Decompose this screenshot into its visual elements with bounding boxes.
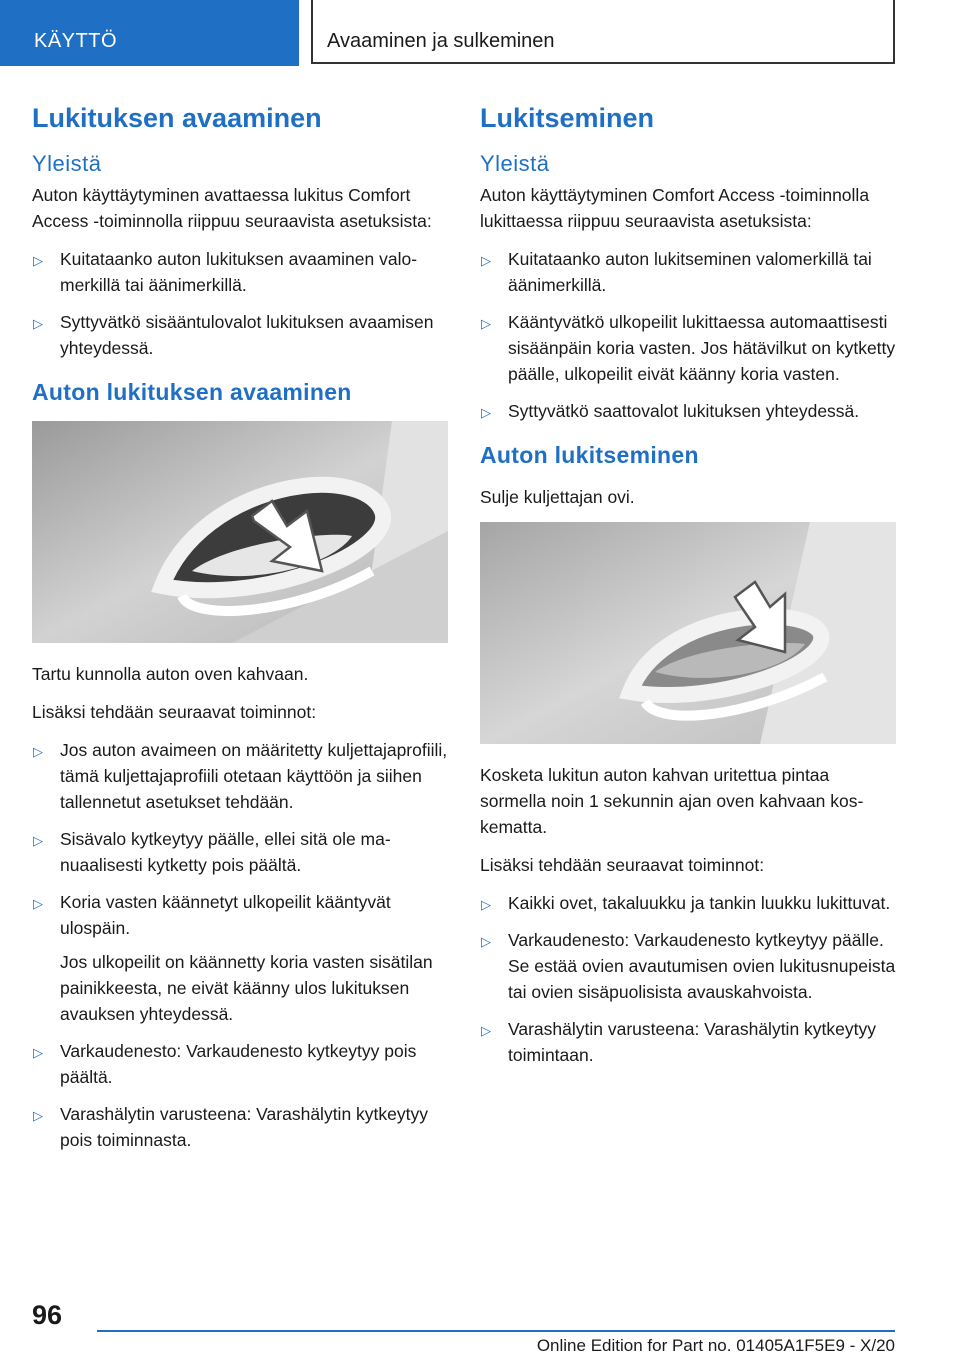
general-text-unlocking: Auton käyttäytyminen avattaessa lukitus Comfort Access -toiminnolla riippuu seuraavista asetuksista:: [32, 185, 432, 231]
list-item: ▷ Varkaudenesto: Varkaudenesto kytkeytyy pois päältä.: [33, 1041, 417, 1087]
triangle-bullet-icon: ▷: [33, 253, 43, 268]
additional-functions-text-locking: Lisäksi tehdään seuraavat toiminnot:: [480, 855, 765, 875]
triangle-bullet-icon: ▷: [33, 316, 43, 331]
subheading-car-unlocking: Auton lukituksen avaaminen: [32, 379, 352, 405]
left-column: [32, 100, 448, 1165]
triangle-bullet-icon: ▷: [33, 1045, 43, 1060]
list-item: ▷ Koria vasten käännetyt ulkopeilit kääntyvät ulospäin. Jos ulkopeilit on käännetty koria vasten sisätilan painikkeesta, ne eivät käänny ulos lukituksen avauksen yhteydessä.: [32, 889, 448, 1027]
list-item: ▷ Kuitataanko auton lukitseminen valomerkillä tai äänimerkillä.: [481, 249, 872, 295]
subheading-car-locking: Auton lukitseminen: [480, 442, 699, 468]
list-item: ▷ Syttyvätkö saattovalot lukituksen yhteydessä.: [480, 398, 896, 424]
right-column: [480, 100, 896, 1080]
triangle-bullet-icon: ▷: [481, 934, 491, 949]
section-title-locking: Lukitseminen: [480, 103, 655, 133]
triangle-bullet-icon: ▷: [481, 316, 491, 331]
triangle-bullet-icon: ▷: [481, 1023, 491, 1038]
triangle-bullet-icon: ▷: [481, 897, 491, 912]
footer-divider: [97, 1330, 895, 1332]
general-text-locking: Auton käyttäytyminen Comfort Access -toiminnolla lukittaessa riippuu seuraavista asetuksista:: [480, 185, 870, 231]
chapter-title: Avaaminen ja sulkeminen: [311, 0, 895, 64]
page-number: 96: [32, 1300, 63, 1330]
close-door-text: Sulje kuljettajan ovi.: [480, 487, 635, 507]
general-list-locking: [480, 246, 896, 424]
list-item: ▷ Varashälytin varusteena: Varashälytin kytkeytyy pois toiminnasta.: [33, 1104, 428, 1150]
list-item: ▷ Syttyvätkö sisääntulovalot lukituksen avaamisen yhteydessä.: [33, 312, 434, 358]
triangle-bullet-icon: ▷: [481, 405, 491, 420]
list-item: ▷ Varkaudenesto: Varkaudenesto kytkeytyy päälle. Se estää ovien avautumisen ovien lukitusnupeista tai ovien sisäpuolisista avauskahvoista.: [481, 930, 896, 1002]
functions-list-unlocking: [32, 737, 448, 1153]
additional-functions-text: Lisäksi tehdään seuraavat toiminnot:: [32, 702, 317, 722]
footer-edition: Online Edition for Part no. 01405A1F5E9 - X/20: [536, 1336, 895, 1355]
section-tab: KÄYTTÖ: [0, 0, 299, 66]
triangle-bullet-icon: ▷: [33, 1108, 43, 1123]
triangle-bullet-icon: ▷: [33, 744, 43, 759]
general-list-unlocking: [32, 246, 448, 361]
figure-caption-locking: Kosketa lukitun auton kahvan uritettua pintaa sormella noin 1 sekunnin ajan oven kahvaan koskematta.: [480, 765, 864, 837]
triangle-bullet-icon: ▷: [481, 253, 491, 268]
general-heading-locking: Yleistä: [480, 151, 550, 176]
general-heading-unlocking: Yleistä: [32, 151, 102, 176]
figure-caption-unlocking: Tartu kunnolla auton oven kahvaan.: [32, 664, 309, 684]
mirror-note: Jos ulkopeilit on käännetty koria vasten sisätilan painikkeesta, ne eivät käänny ulos lukituksen avauksen yhteydessä.: [60, 952, 433, 1024]
door-handle-touch-illustration: [480, 522, 896, 744]
list-item: ▷ Varashälytin varusteena: Varashälytin kytkeytyy toimintaan.: [481, 1019, 876, 1065]
list-item: ▷ Jos auton avaimeen on määritetty kuljettajaprofiili, tämä kuljettajaprofiili otetaan käyttöön ja siihen tallennetut asetukset tehdään.: [33, 740, 448, 812]
section-title-unlocking: Lukituksen avaaminen: [32, 103, 322, 133]
list-item: ▷ Kääntyvätkö ulkopeilit lukittaessa automaattisesti sisäänpäin koria vasten. Jos hätävilkut on kytketty päälle, ulkopeilit eivät käänny koria vasten.: [481, 312, 896, 384]
list-item: ▷ Kaikki ovet, takaluukku ja tankin luukku lukittuvat.: [480, 890, 896, 916]
list-item: ▷ Kuitataanko auton lukituksen avaaminen valomerkillä tai äänimerkillä.: [33, 249, 418, 295]
page-header: [0, 0, 960, 66]
list-item: ▷ Sisävalo kytkeytyy päälle, ellei sitä ole manuaalisesti kytketty pois päältä.: [33, 829, 391, 875]
functions-list-locking: [480, 890, 896, 1068]
door-handle-grip-illustration: [32, 421, 448, 643]
triangle-bullet-icon: ▷: [33, 896, 43, 911]
triangle-bullet-icon: ▷: [33, 833, 43, 848]
